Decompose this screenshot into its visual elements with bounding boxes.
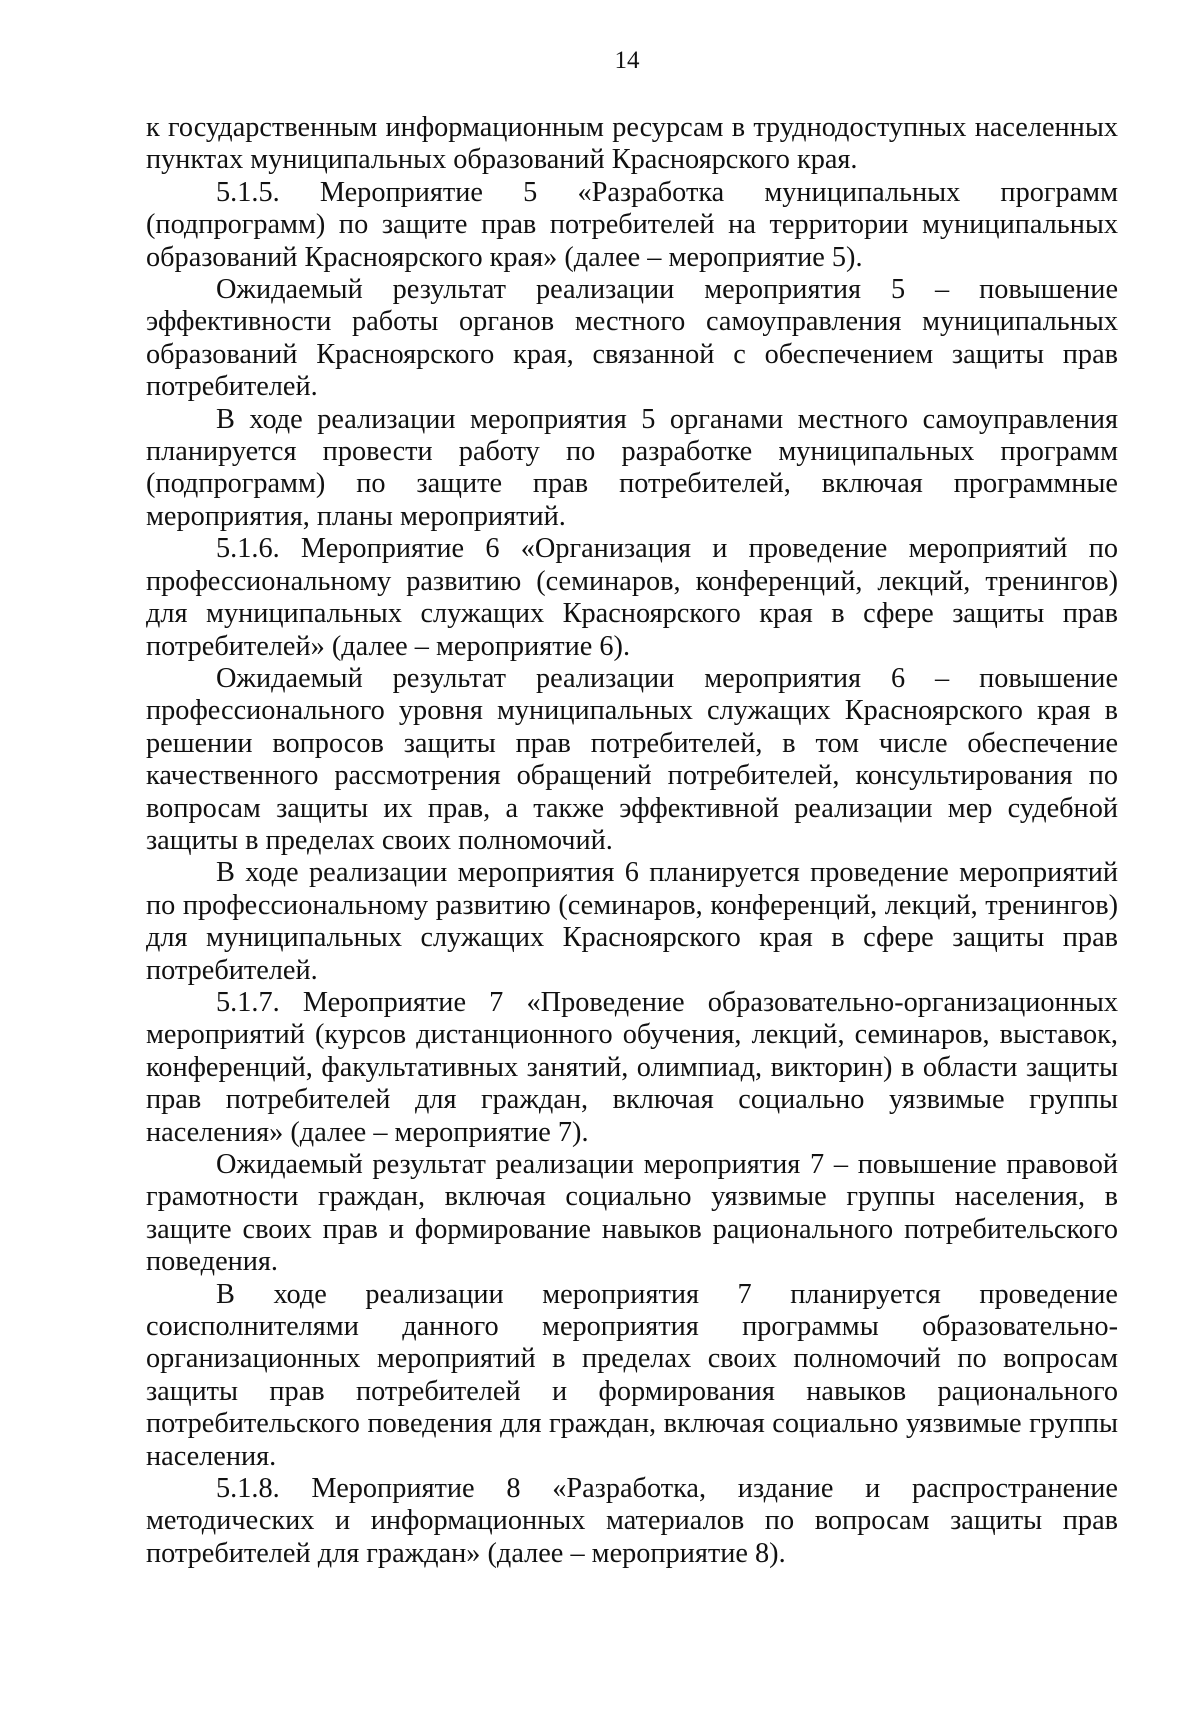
paragraph-measure-5-result: Ожидаемый результат реализации мероприятия 5 – повышение эффективности работы органов местного самоуправления муниципальных образований Красноярского края, связанной с обеспечением защиты прав потребителей.	[146, 274, 1118, 403]
paragraph-measure-7-result: Ожидаемый результат реализации мероприятия 7 – повышение правовой грамотности граждан, включая социально уязвимые группы населения, в защите своих прав и формирование навыков рационального потребительского поведения.	[146, 1149, 1118, 1278]
page-number: 14	[614, 47, 640, 74]
paragraph-measure-6-result: Ожидаемый результат реализации мероприятия 6 – повышение профессионального уровня муниципальных служащих Красноярского края в решении вопросов защиты прав потребителей, в том числе обеспечение качественного рассмотрения обращений потребителей, консультирования по вопросам защиты их прав, а также эффективной реализации мер судебной защиты в пределах своих полномочий.	[146, 662, 1118, 856]
paragraph-measure-6-implementation: В ходе реализации мероприятия 6 планируется проведение мероприятий по профессиональному развитию (семинаров, конференций, лекций, тренингов) для муниципальных служащих Красноярского края в сфере защиты прав потребителей.	[146, 857, 1118, 986]
paragraph-measure-8-title: 5.1.8. Мероприятие 8 «Разработка, издание и распространение методических и информационных материалов по вопросам защиты прав потребителей для граждан» (далее – мероприятие 8).	[146, 1473, 1118, 1569]
paragraph-measure-7-implementation: В ходе реализации мероприятия 7 планируется проведение соисполнителями данного мероприятия программы образовательно-организационных мероприятий в пределах своих полномочий по вопросам защиты прав потребителей и формирования навыков рационального потребительского поведения для граждан, включая социально уязвимые группы населения.	[146, 1278, 1118, 1472]
paragraph-measure-6-title: 5.1.6. Мероприятие 6 «Организация и проведение мероприятий по профессиональному развитию (семинаров, конференций, лекций, тренингов) для муниципальных служащих Красноярского края в сфере защиты прав потребителей» (далее – мероприятие 6).	[146, 533, 1118, 662]
paragraph-continuation: к государственным информационным ресурсам в труднодоступных населенных пунктах муниципальных образований Красноярского края.	[146, 112, 1118, 176]
document-body	[146, 112, 1118, 1570]
paragraph-measure-5-title: 5.1.5. Мероприятие 5 «Разработка муниципальных программ (подпрограмм) по защите прав потребителей на территории муниципальных образований Красноярского края» (далее – мероприятие 5).	[146, 176, 1118, 273]
paragraph-measure-7-title: 5.1.7. Мероприятие 7 «Проведение образовательно-организационных мероприятий (курсов дистанционного обучения, лекций, семинаров, выставок, конференций, факультативных занятий, олимпиад, викторин) в области защиты прав потребителей для граждан, включая социально уязвимые группы населения» (далее – мероприятие 7).	[146, 986, 1118, 1148]
paragraph-measure-5-implementation: В ходе реализации мероприятия 5 органами местного самоуправления планируется провести работу по разработке муниципальных программ (подпрограмм) по защите прав потребителей, включая программные мероприятия, планы мероприятий.	[146, 403, 1118, 532]
